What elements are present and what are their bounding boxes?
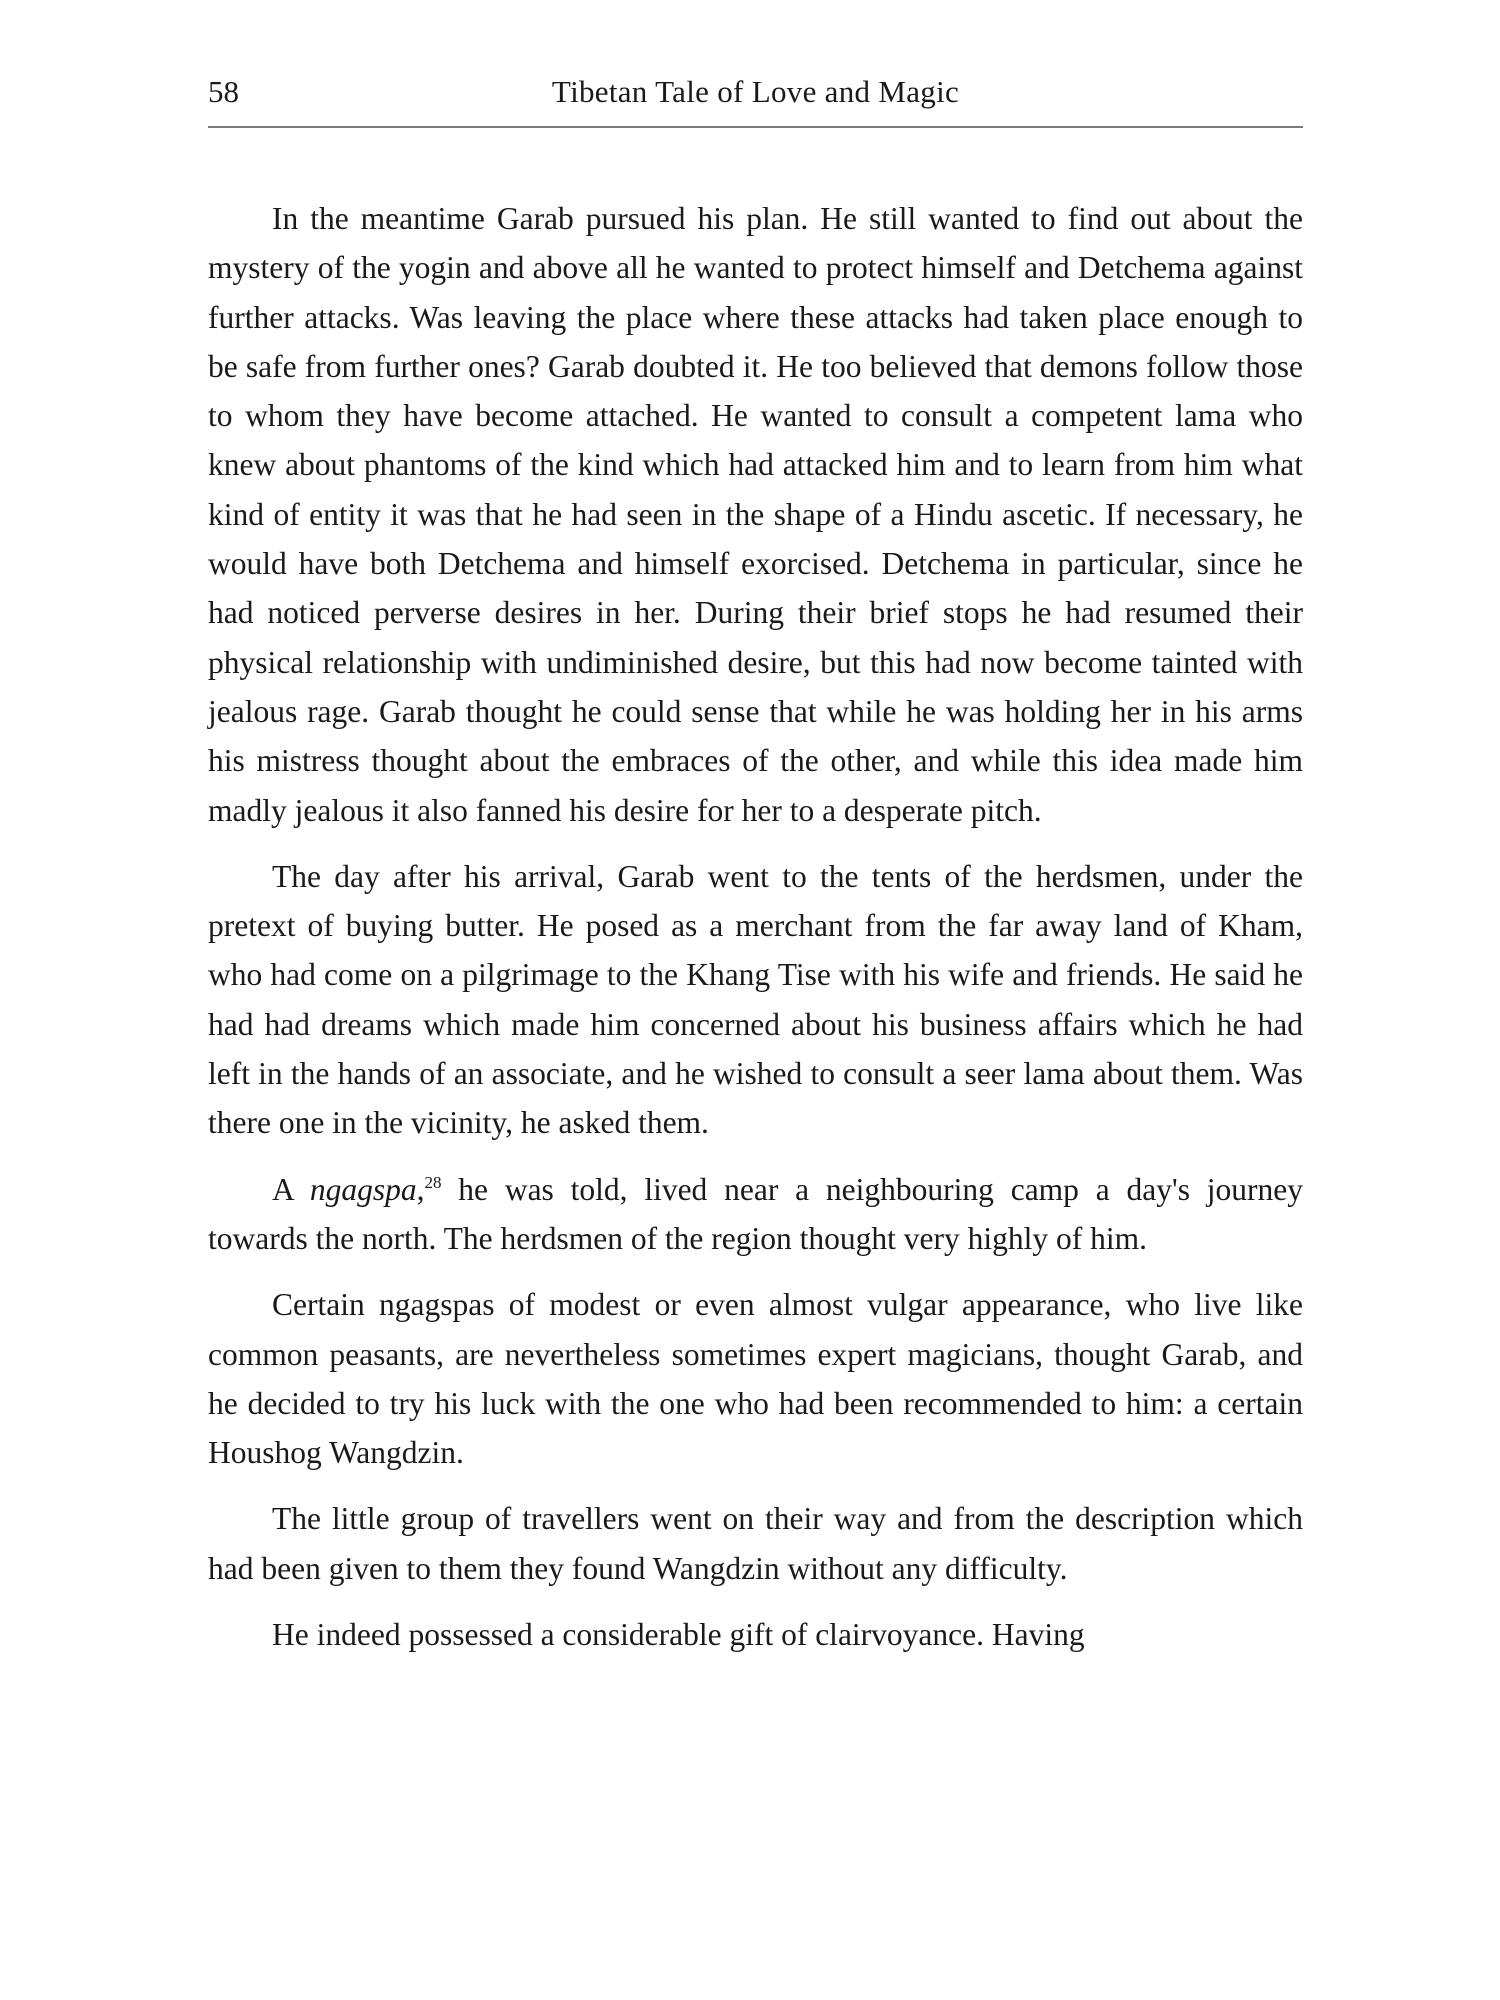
paragraph-6: He indeed possessed a considerable gift of clairvoyance. Having bbox=[272, 1617, 1085, 1653]
page-number: 58 bbox=[208, 74, 239, 109]
paragraph-3 bbox=[208, 1165, 1303, 1264]
body-text bbox=[208, 194, 1303, 1659]
paragraph-1: In the meantime Garab pursued his plan. He still wanted to find out about the mystery of the yogin and above all he wanted to protect himself and Detchema against further attacks. Was leaving the place where these attacks had taken place enough to be safe from further ones? Garab doubted it. He too believed that demons follow those to whom they have become attached. He wanted to consult a competent lama who knew about phantoms of the kind which had attacked him and to learn from him what kind of entity it was that he had seen in the shape of a Hindu ascetic. If necessary, he would have both Detchema and himself exorcised. Detchema in particular, since he had noticed perverse desires in her. During their brief stops he had resumed their physical relationship with undiminished desire, but this had now become tainted with jealous rage. Garab thought he could sense that while he was holding her in his arms his mistress thought about the embraces of the other, and while this idea made him madly jealous it also fanned his desire for her to a desperate pitch. bbox=[208, 201, 1303, 828]
paragraph-2: The day after his arrival, Garab went to the tents of the herdsmen, under the pretext of buying butter. He posed as a merchant from the far away land of Kham, who had come on a pilgrimage to the Khang Tise with his wife and friends. He said he had had dreams which made him concerned about his business affairs which he had left in the hands of an associate, and he wished to consult a seer lama about them. Was there one in the vicinity, he asked them. bbox=[208, 858, 1303, 1141]
paragraph-4: Certain ngagspas of modest or even almost vulgar appearance, who live like common peasants, are nevertheless sometimes expert magicians, thought Garab, and he decided to try his luck with the one who had been recommended to him: a certain Houshog Wangdzin. bbox=[208, 1287, 1303, 1471]
term-comma: , bbox=[416, 1171, 425, 1207]
paragraph-3-lead: A bbox=[272, 1171, 310, 1207]
running-title: Tibetan Tale of Love and Magic bbox=[551, 74, 960, 109]
running-head bbox=[208, 66, 1303, 118]
paragraph-5: The little group of travellers went on their way and from the description which had been given to them they found Wangdzin without any difficulty. bbox=[208, 1501, 1303, 1586]
footnote-reference[interactable]: 28 bbox=[424, 1172, 442, 1192]
paragraph-3-rest: he was told, lived near a neighbouring camp a day's journey towards the north. The herdsmen of the region thought very highly of him. bbox=[208, 1171, 1303, 1256]
ngagspa-term: ngagspa bbox=[309, 1171, 417, 1207]
header-rule bbox=[208, 126, 1303, 128]
